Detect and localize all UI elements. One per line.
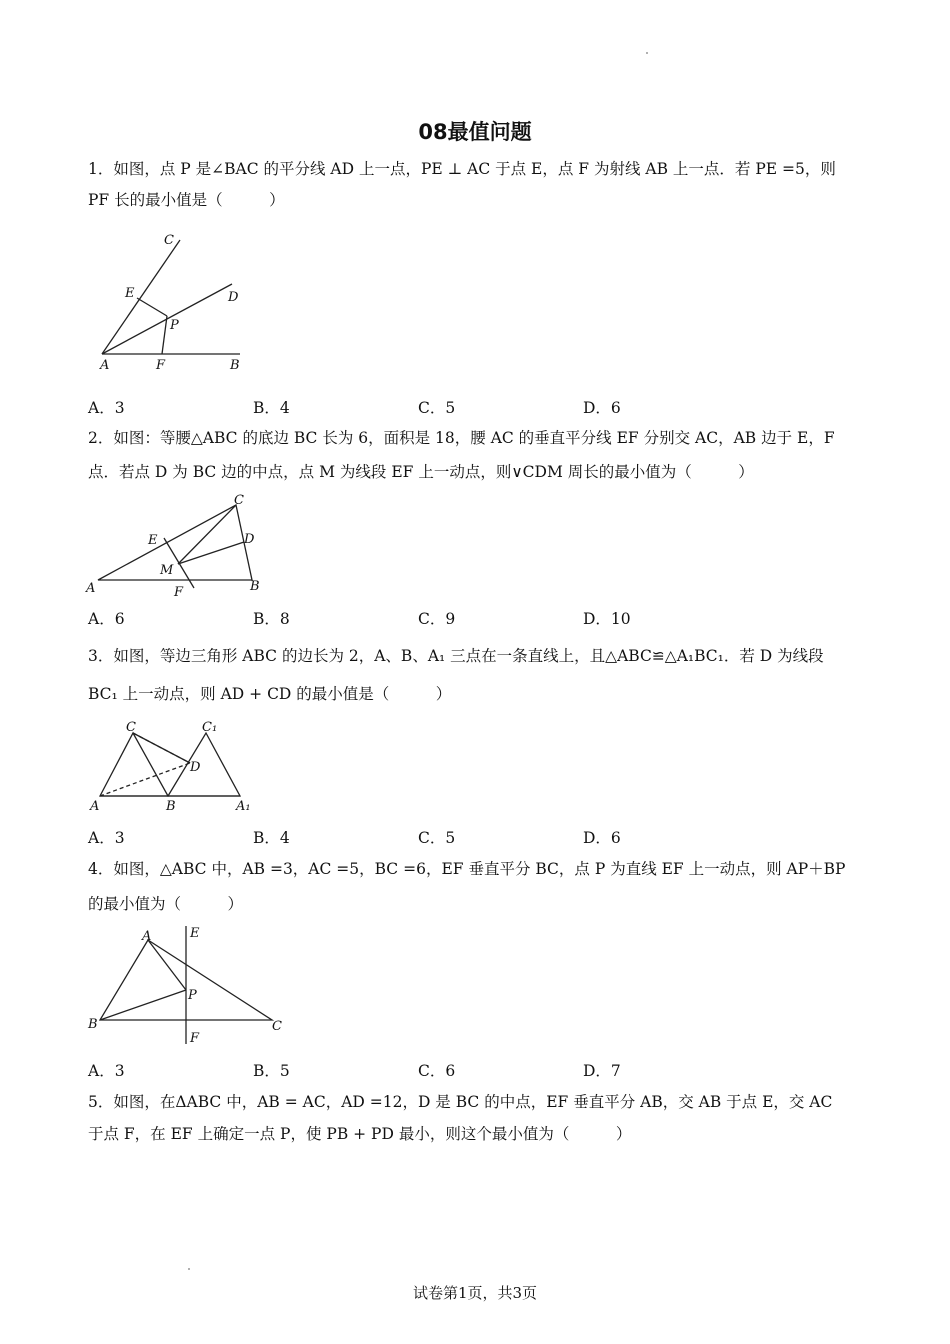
q3-label-A1: A₁ xyxy=(236,799,251,814)
q3-options xyxy=(88,826,788,848)
q4-option-a[interactable]: A．3 xyxy=(88,1062,125,1080)
q1-line1: 1．如图，点 P 是∠BAC 的平分线 AD 上一点，PE ⊥ AC 于点 E，点 F 为射线 AB 上一点．若 PE =5，则 xyxy=(88,160,836,178)
q3-figure xyxy=(88,718,258,818)
q4-options xyxy=(88,1059,788,1081)
q4-label-A: A xyxy=(142,929,152,944)
q2-options xyxy=(88,607,788,629)
q4-figure xyxy=(86,922,296,1052)
q2-figure xyxy=(86,492,276,602)
q3-line1: 3．如图，等边三角形 ABC 的边长为 2，A、B、A₁ 三点在一条直线上，且△ABC≌△A₁BC₁．若 D 为线段 xyxy=(88,647,824,665)
q2-line2: 点．若点 D 为 BC 边的中点，点 M 为线段 EF 上一动点，则∨CDM 周长的最小值为（ ） xyxy=(88,463,754,481)
q2-option-d[interactable]: D．10 xyxy=(583,610,631,628)
q4-segment-AP xyxy=(148,940,186,990)
q2-triangle-ABC xyxy=(98,505,252,580)
q4-line2: 的最小值为（ ） xyxy=(88,895,244,913)
q2-label-A: A xyxy=(86,581,96,596)
q1-option-b[interactable]: B．4 xyxy=(253,399,290,417)
q3-label-D: D xyxy=(190,760,201,775)
q3-option-a[interactable]: A．3 xyxy=(88,829,125,847)
q2-option-c[interactable]: C．9 xyxy=(418,610,456,628)
q3-dashed-AD xyxy=(100,763,190,796)
q5-line1: 5．如图，在ΔABC 中，AB = AC，AD =12，D 是 BC 的中点，EF 垂直平分 AB，交 AB 于点 E，交 AC xyxy=(88,1093,833,1111)
q4-option-c[interactable]: C．6 xyxy=(418,1062,456,1080)
q3-option-d[interactable]: D．6 xyxy=(583,829,621,847)
q2-option-a[interactable]: A．6 xyxy=(88,610,125,628)
q4-label-P: P xyxy=(188,988,197,1003)
q3-triangle-ABC xyxy=(100,733,168,796)
q3-triangle-A1BC1 xyxy=(168,733,240,796)
q4-segment-BP xyxy=(100,990,186,1020)
q1-option-d[interactable]: D．6 xyxy=(583,399,621,417)
q1-ray-AC xyxy=(102,240,180,354)
q2-line1: 2．如图：等腰△ABC 的底边 BC 长为 6，面积是 18，腰 AC 的垂直平分线 EF 分别交 AC，AB 边于 E，F xyxy=(88,429,835,447)
q4-label-F: F xyxy=(190,1031,200,1046)
q1-label-P: P xyxy=(170,318,179,333)
q1-label-A: A xyxy=(100,358,110,373)
q4-label-C: C xyxy=(272,1019,282,1034)
q3-option-b[interactable]: B．4 xyxy=(253,829,290,847)
scan-dot-top xyxy=(646,52,648,54)
q3-label-B: B xyxy=(166,799,176,814)
q2-label-D: D xyxy=(244,532,255,547)
q2-label-E: E xyxy=(148,533,158,548)
q1-label-C: C xyxy=(164,233,174,248)
q1-option-a[interactable]: A．3 xyxy=(88,399,125,417)
q3-line2: BC₁ 上一动点，则 AD + CD 的最小值是（ ） xyxy=(88,685,452,703)
q1-option-c[interactable]: C．5 xyxy=(418,399,456,417)
q5-line2: 于点 F，在 EF 上确定一点 P，使 PB + PD 最小，则这个最小值为（ ） xyxy=(88,1125,632,1143)
q2-option-b[interactable]: B．8 xyxy=(253,610,290,628)
q2-label-M: M xyxy=(160,563,174,578)
q2-segment-DM xyxy=(178,542,244,564)
q1-label-F: F xyxy=(156,358,166,373)
q1-line2: PF 长的最小值是（ ） xyxy=(88,191,285,209)
q3-option-c[interactable]: C．5 xyxy=(418,829,456,847)
page-footer: 试卷第1页，共3页 xyxy=(412,1284,538,1302)
q2-label-F: F xyxy=(174,585,184,600)
scan-dot-bottom xyxy=(188,1268,190,1270)
q4-label-E: E xyxy=(190,926,200,941)
q1-label-D: D xyxy=(228,290,239,305)
q1-segment-PE xyxy=(137,298,167,316)
q1-label-E: E xyxy=(125,286,135,301)
q4-label-B: B xyxy=(88,1017,98,1032)
q3-label-C1: C₁ xyxy=(202,720,218,735)
q3-label-C: C xyxy=(126,720,136,735)
q2-label-B: B xyxy=(250,579,260,594)
q4-line1: 4．如图，△ABC 中，AB =3，AC =5，BC =6，EF 垂直平分 BC，点 P 为直线 EF 上一动点，则 AP＋BP xyxy=(88,860,846,878)
q1-figure xyxy=(90,228,260,378)
q3-label-A: A xyxy=(90,799,100,814)
q4-option-d[interactable]: D．7 xyxy=(583,1062,621,1080)
q4-option-b[interactable]: B．5 xyxy=(253,1062,290,1080)
page-title: 08最值问题 xyxy=(418,120,532,144)
q1-options xyxy=(88,396,788,418)
q2-segment-CM xyxy=(178,505,236,564)
q2-label-C: C xyxy=(234,493,244,508)
q1-label-B: B xyxy=(230,358,240,373)
